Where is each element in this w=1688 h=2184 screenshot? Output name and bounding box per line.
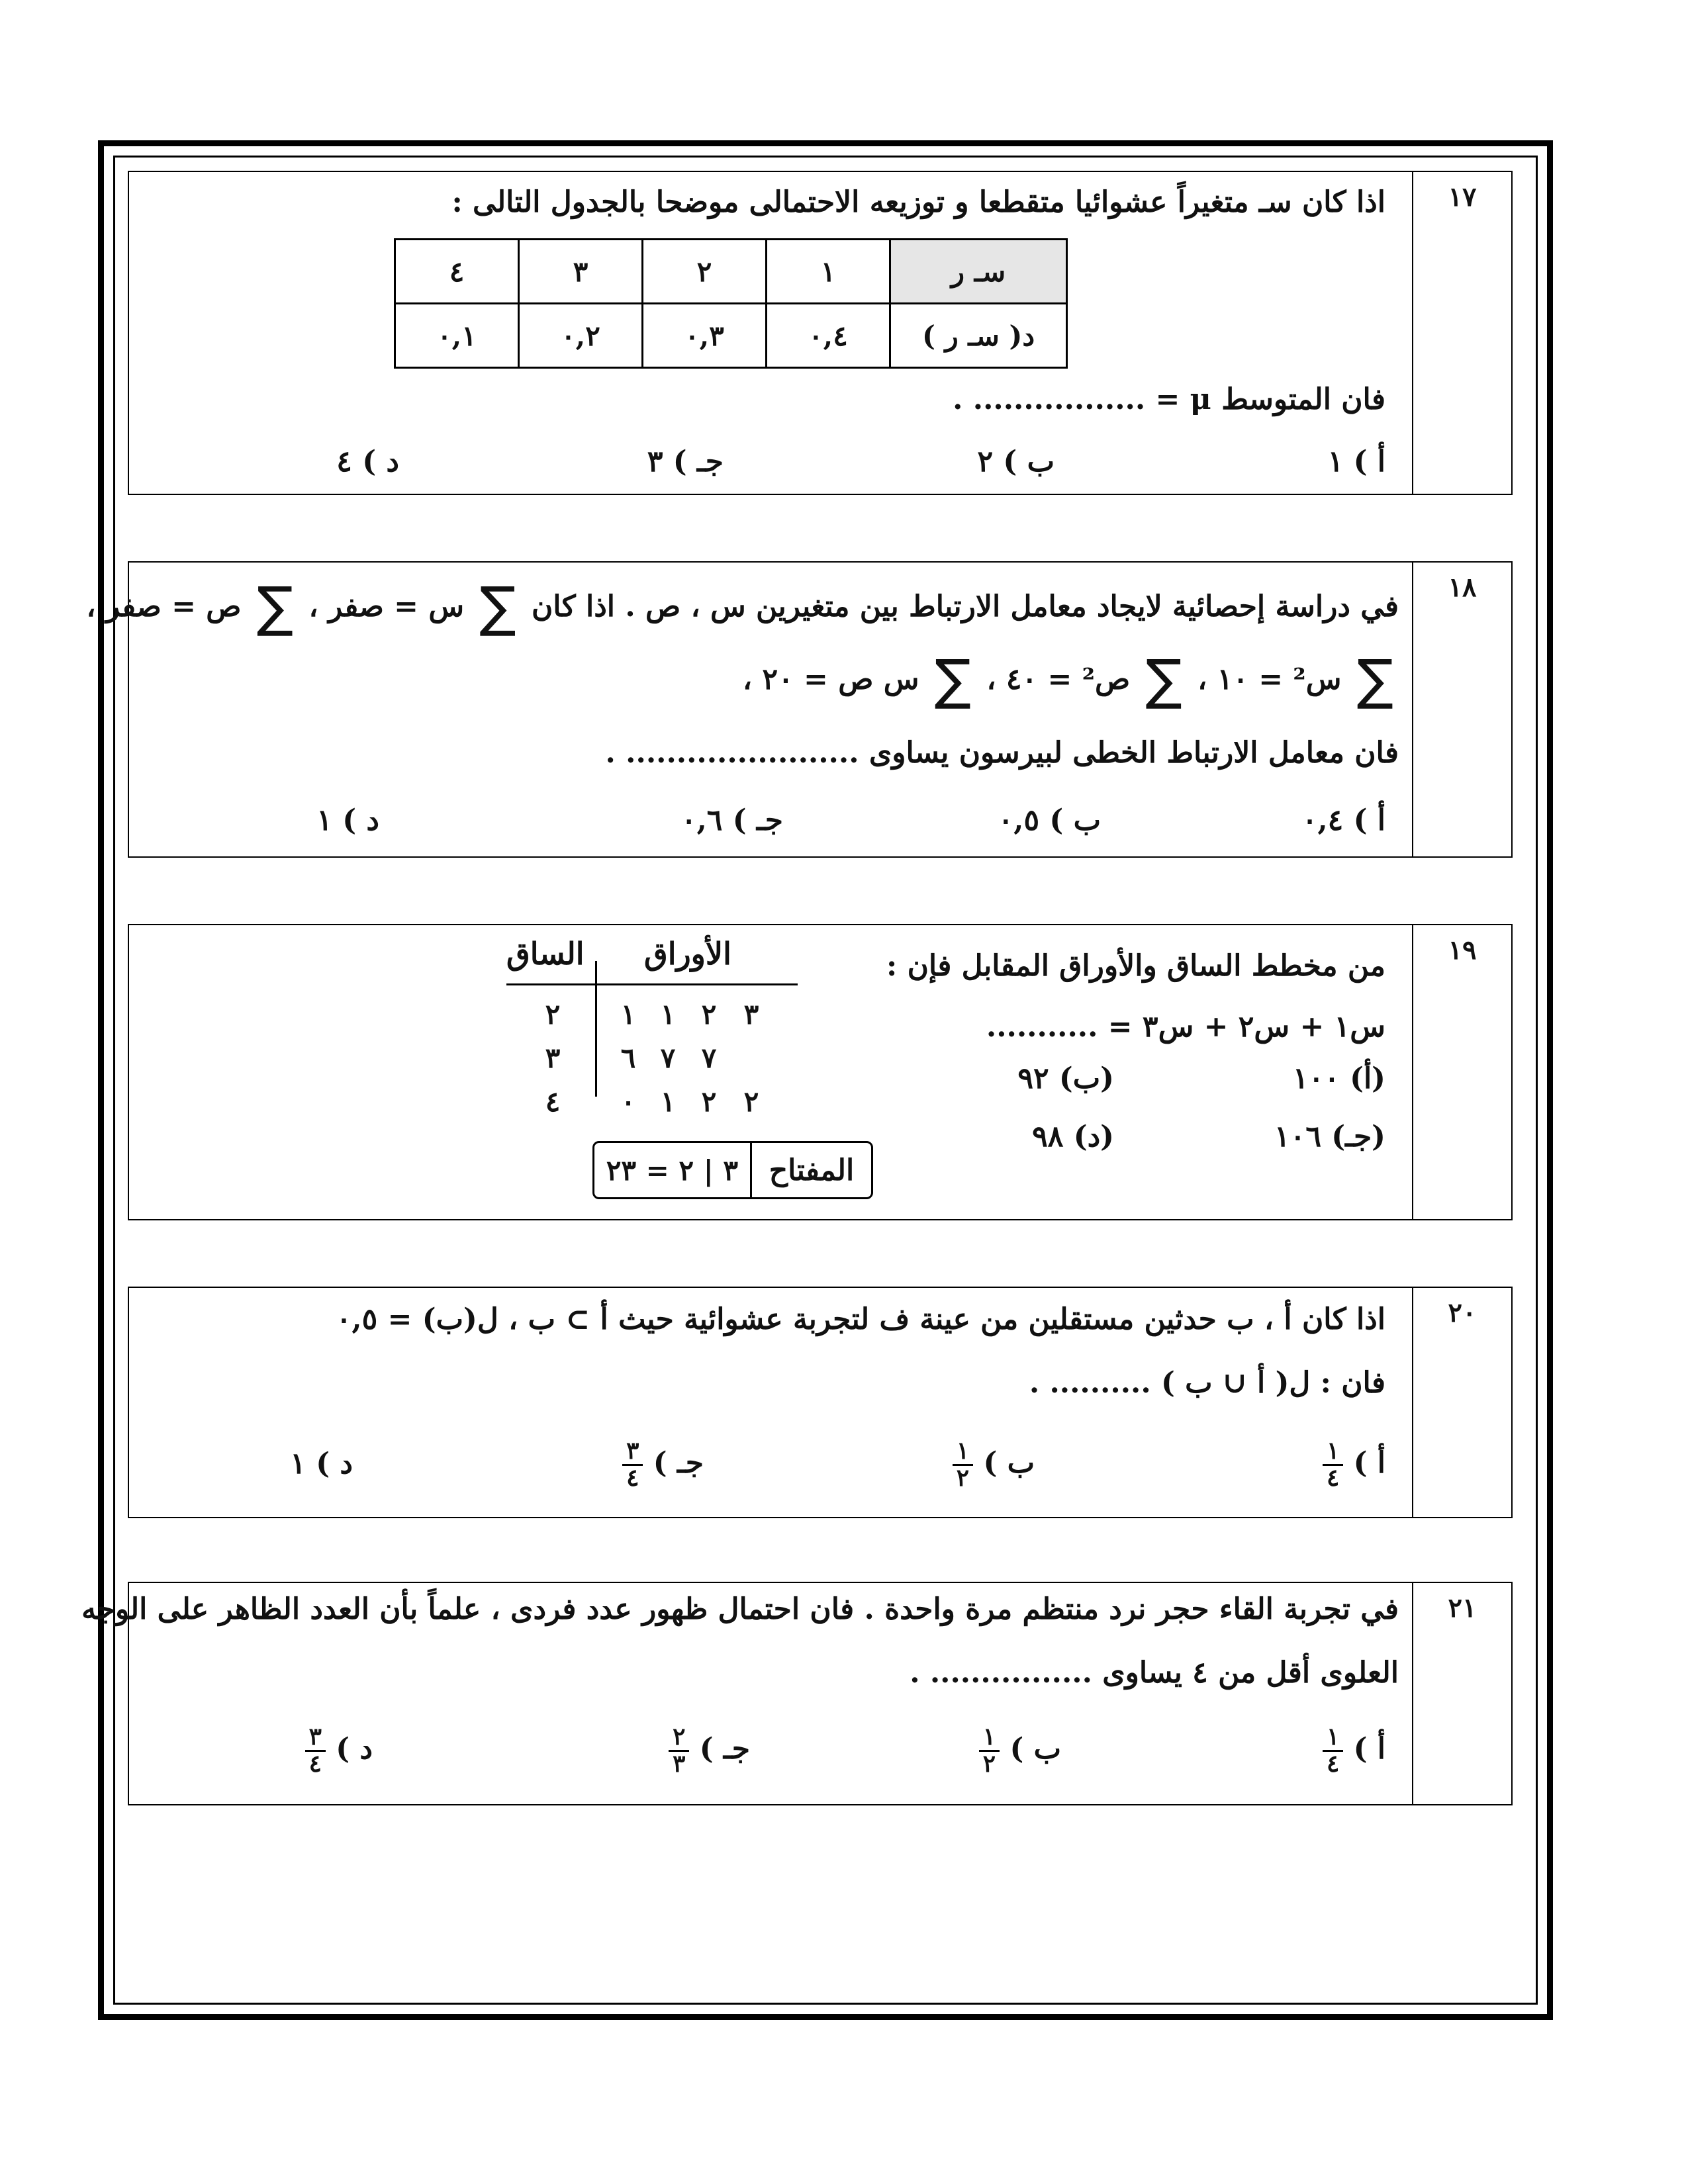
sum-xy: س ص = ٢٠ ،	[742, 662, 919, 696]
leaf-value: ٦	[620, 1042, 636, 1074]
sigma-icon: ∑	[479, 576, 516, 639]
fraction-numerator: ١	[1323, 1725, 1343, 1752]
leaf-value: ١	[620, 998, 636, 1030]
question-stem: اذا كان سـ متغيراً عشوائيا متقطعا و توزيعه الاحتمالى موضحا بالجدول التالى :	[451, 185, 1385, 219]
fraction	[953, 1439, 973, 1491]
option-prefix: د )	[336, 1731, 373, 1766]
option-prefix: جـ )	[699, 1731, 750, 1766]
option-b[interactable]: ب ) ٢	[977, 445, 1055, 478]
table-cell: ٣	[519, 240, 643, 304]
probability-table	[394, 238, 1068, 369]
option-d[interactable]: د ) ١	[316, 803, 379, 837]
sigma-icon: ∑	[256, 576, 294, 639]
option-c[interactable]	[662, 1725, 750, 1777]
fraction	[669, 1725, 689, 1777]
option-b[interactable]: ب ) ٠,٥	[998, 803, 1101, 837]
question-number: ١٧	[1412, 172, 1511, 494]
option-prefix: د )	[316, 1447, 353, 1480]
question-number: ٢٠	[1412, 1288, 1511, 1517]
fraction-numerator: ٣	[305, 1725, 326, 1752]
table-cell: ١	[767, 240, 890, 304]
sum-y: ص = صفر ،	[86, 590, 242, 623]
question-body	[129, 925, 1412, 1219]
question-body	[81, 1583, 1412, 1804]
option-prefix: أ )	[1353, 1731, 1385, 1766]
question-body	[129, 172, 1412, 494]
question-prompt: العلوى أقل من ٤ يساوى ................ .	[910, 1656, 1399, 1690]
question-body	[129, 1288, 1412, 1517]
question-stem: في تجربة القاء حجر نرد منتظم مرة واحدة . فان احتمال ظهور عدد فردى ، علماً بأن العدد الظاهر على الوجه	[81, 1592, 1399, 1626]
question-stem: اذا كان أ ، ب حدثين مستقلين من عينة ف لتجربة عشوائية حيث أ ⊃ ب ، ل(ب) = ٠,٥	[336, 1302, 1385, 1336]
option-d[interactable]: د ) ٤	[336, 445, 399, 478]
table-cell: ٠,١	[395, 304, 519, 368]
leaf-value: ٣	[743, 998, 759, 1030]
fraction-denominator: ٤	[1326, 1749, 1340, 1778]
fraction-denominator: ٣	[673, 1749, 686, 1778]
leaf-value: ٠	[620, 1085, 636, 1118]
option-a[interactable]	[1316, 1439, 1385, 1491]
leaf-value: ١	[660, 998, 676, 1030]
question-20	[128, 1287, 1513, 1518]
leaf-value: ٢	[743, 1085, 759, 1118]
question-21	[81, 1582, 1513, 1805]
option-c[interactable]: جـ ) ٣	[647, 445, 724, 478]
leaf-value: ٧	[701, 1042, 717, 1074]
fraction	[979, 1725, 1000, 1777]
table-cell: ٤	[395, 240, 519, 304]
option-a[interactable]: أ ) ٠,٤	[1301, 803, 1385, 837]
question-stem: من مخطط الساق والأوراق المقابل فإن :	[886, 949, 1385, 983]
question-number: ٢١	[1412, 1583, 1511, 1804]
leaf-value: ٢	[701, 1085, 717, 1118]
option-a[interactable]: أ ) ١	[1327, 445, 1385, 478]
option-c[interactable]: جـ ) ٠,٦	[680, 803, 783, 837]
option-prefix: ب )	[983, 1445, 1035, 1480]
stem-text: في دراسة إحصائية لايجاد معامل الارتباط بين متغيرين س ، ص . اذا كان	[531, 590, 1399, 623]
stem-leaf-key	[592, 1141, 873, 1199]
stem-value: ٢	[545, 998, 561, 1030]
fraction	[622, 1439, 643, 1491]
sum-x-squared: س² = ١٠ ،	[1197, 662, 1342, 696]
fraction-denominator: ٤	[1326, 1463, 1340, 1492]
fraction-numerator: ١	[979, 1725, 1000, 1752]
question-prompt: فان : ل( أ ∪ ب ) .......... .	[1029, 1366, 1385, 1400]
stem-value: ٣	[545, 1042, 561, 1074]
sigma-icon: ∑	[1356, 649, 1393, 711]
option-c[interactable]	[616, 1439, 704, 1491]
leaf-value: ٧	[660, 1042, 676, 1074]
sigma-icon: ∑	[1145, 649, 1182, 711]
question-expression: س١ + س٢ + س٣ = ...........	[986, 1010, 1385, 1044]
option-b[interactable]	[972, 1725, 1061, 1777]
table-cell: ٠,٤	[767, 304, 890, 368]
fraction	[1323, 1725, 1343, 1777]
option-a[interactable]: (أ) ١٠٠	[1292, 1062, 1385, 1095]
table-cell: ٠,٣	[643, 304, 767, 368]
leaves-header: الأوراق	[644, 936, 731, 972]
question-19	[128, 924, 1513, 1220]
question-stem	[86, 576, 1399, 639]
fraction-numerator: ٢	[669, 1725, 689, 1752]
fraction-numerator: ٣	[622, 1439, 643, 1466]
option-c[interactable]: (جـ) ١٠٦	[1274, 1120, 1385, 1154]
stem-value: ٤	[545, 1085, 561, 1118]
option-prefix: ب )	[1009, 1731, 1061, 1766]
sum-y-squared: ص² = ٤٠ ،	[986, 662, 1131, 696]
fraction-denominator: ٢	[956, 1463, 970, 1492]
option-d[interactable]	[299, 1725, 373, 1777]
table-row-label-x: سـ ر	[890, 240, 1067, 304]
option-b[interactable]	[946, 1439, 1035, 1491]
table-row-label-p: د( سـ ر )	[890, 304, 1067, 368]
option-prefix: أ )	[1353, 1445, 1385, 1480]
question-prompt: فان معامل الارتباط الخطى لبيرسون يساوى ....................... .	[605, 736, 1399, 770]
question-18	[86, 561, 1513, 858]
question-number: ١٨	[1412, 563, 1511, 856]
fraction-numerator: ١	[953, 1439, 973, 1466]
leaf-value: ١	[660, 1085, 676, 1118]
sums-line	[743, 649, 1399, 711]
key-label: المفتاح	[750, 1143, 871, 1197]
fraction	[1323, 1439, 1343, 1491]
table-cell: ٠,٢	[519, 304, 643, 368]
question-body	[86, 563, 1412, 856]
fraction-denominator: ٤	[626, 1463, 639, 1492]
question-17	[128, 171, 1513, 495]
fraction-numerator: ١	[1323, 1439, 1343, 1466]
header-divider	[506, 983, 798, 985]
option-d[interactable]: (د) ٩٨	[1032, 1120, 1114, 1154]
fraction-denominator: ٤	[308, 1749, 322, 1778]
stem-header: الساق	[506, 936, 585, 972]
leaf-value: ٢	[701, 998, 717, 1030]
fraction-denominator: ٢	[982, 1749, 996, 1778]
option-prefix: جـ )	[653, 1445, 704, 1480]
option-b[interactable]: (ب) ٩٢	[1017, 1062, 1114, 1095]
question-prompt: فان المتوسط μ = ................. .	[953, 383, 1385, 416]
stem-divider	[595, 961, 597, 1097]
option-a[interactable]	[1316, 1725, 1385, 1777]
key-value: ٣ | ٢ = ٢٣	[606, 1154, 739, 1187]
question-number: ١٩	[1412, 925, 1511, 1219]
sum-x: س = صفر ،	[308, 590, 465, 623]
fraction	[305, 1725, 326, 1777]
sigma-icon: ∑	[934, 649, 972, 711]
option-value: ١	[290, 1447, 306, 1480]
table-cell: ٢	[643, 240, 767, 304]
option-d[interactable]	[290, 1447, 353, 1480]
